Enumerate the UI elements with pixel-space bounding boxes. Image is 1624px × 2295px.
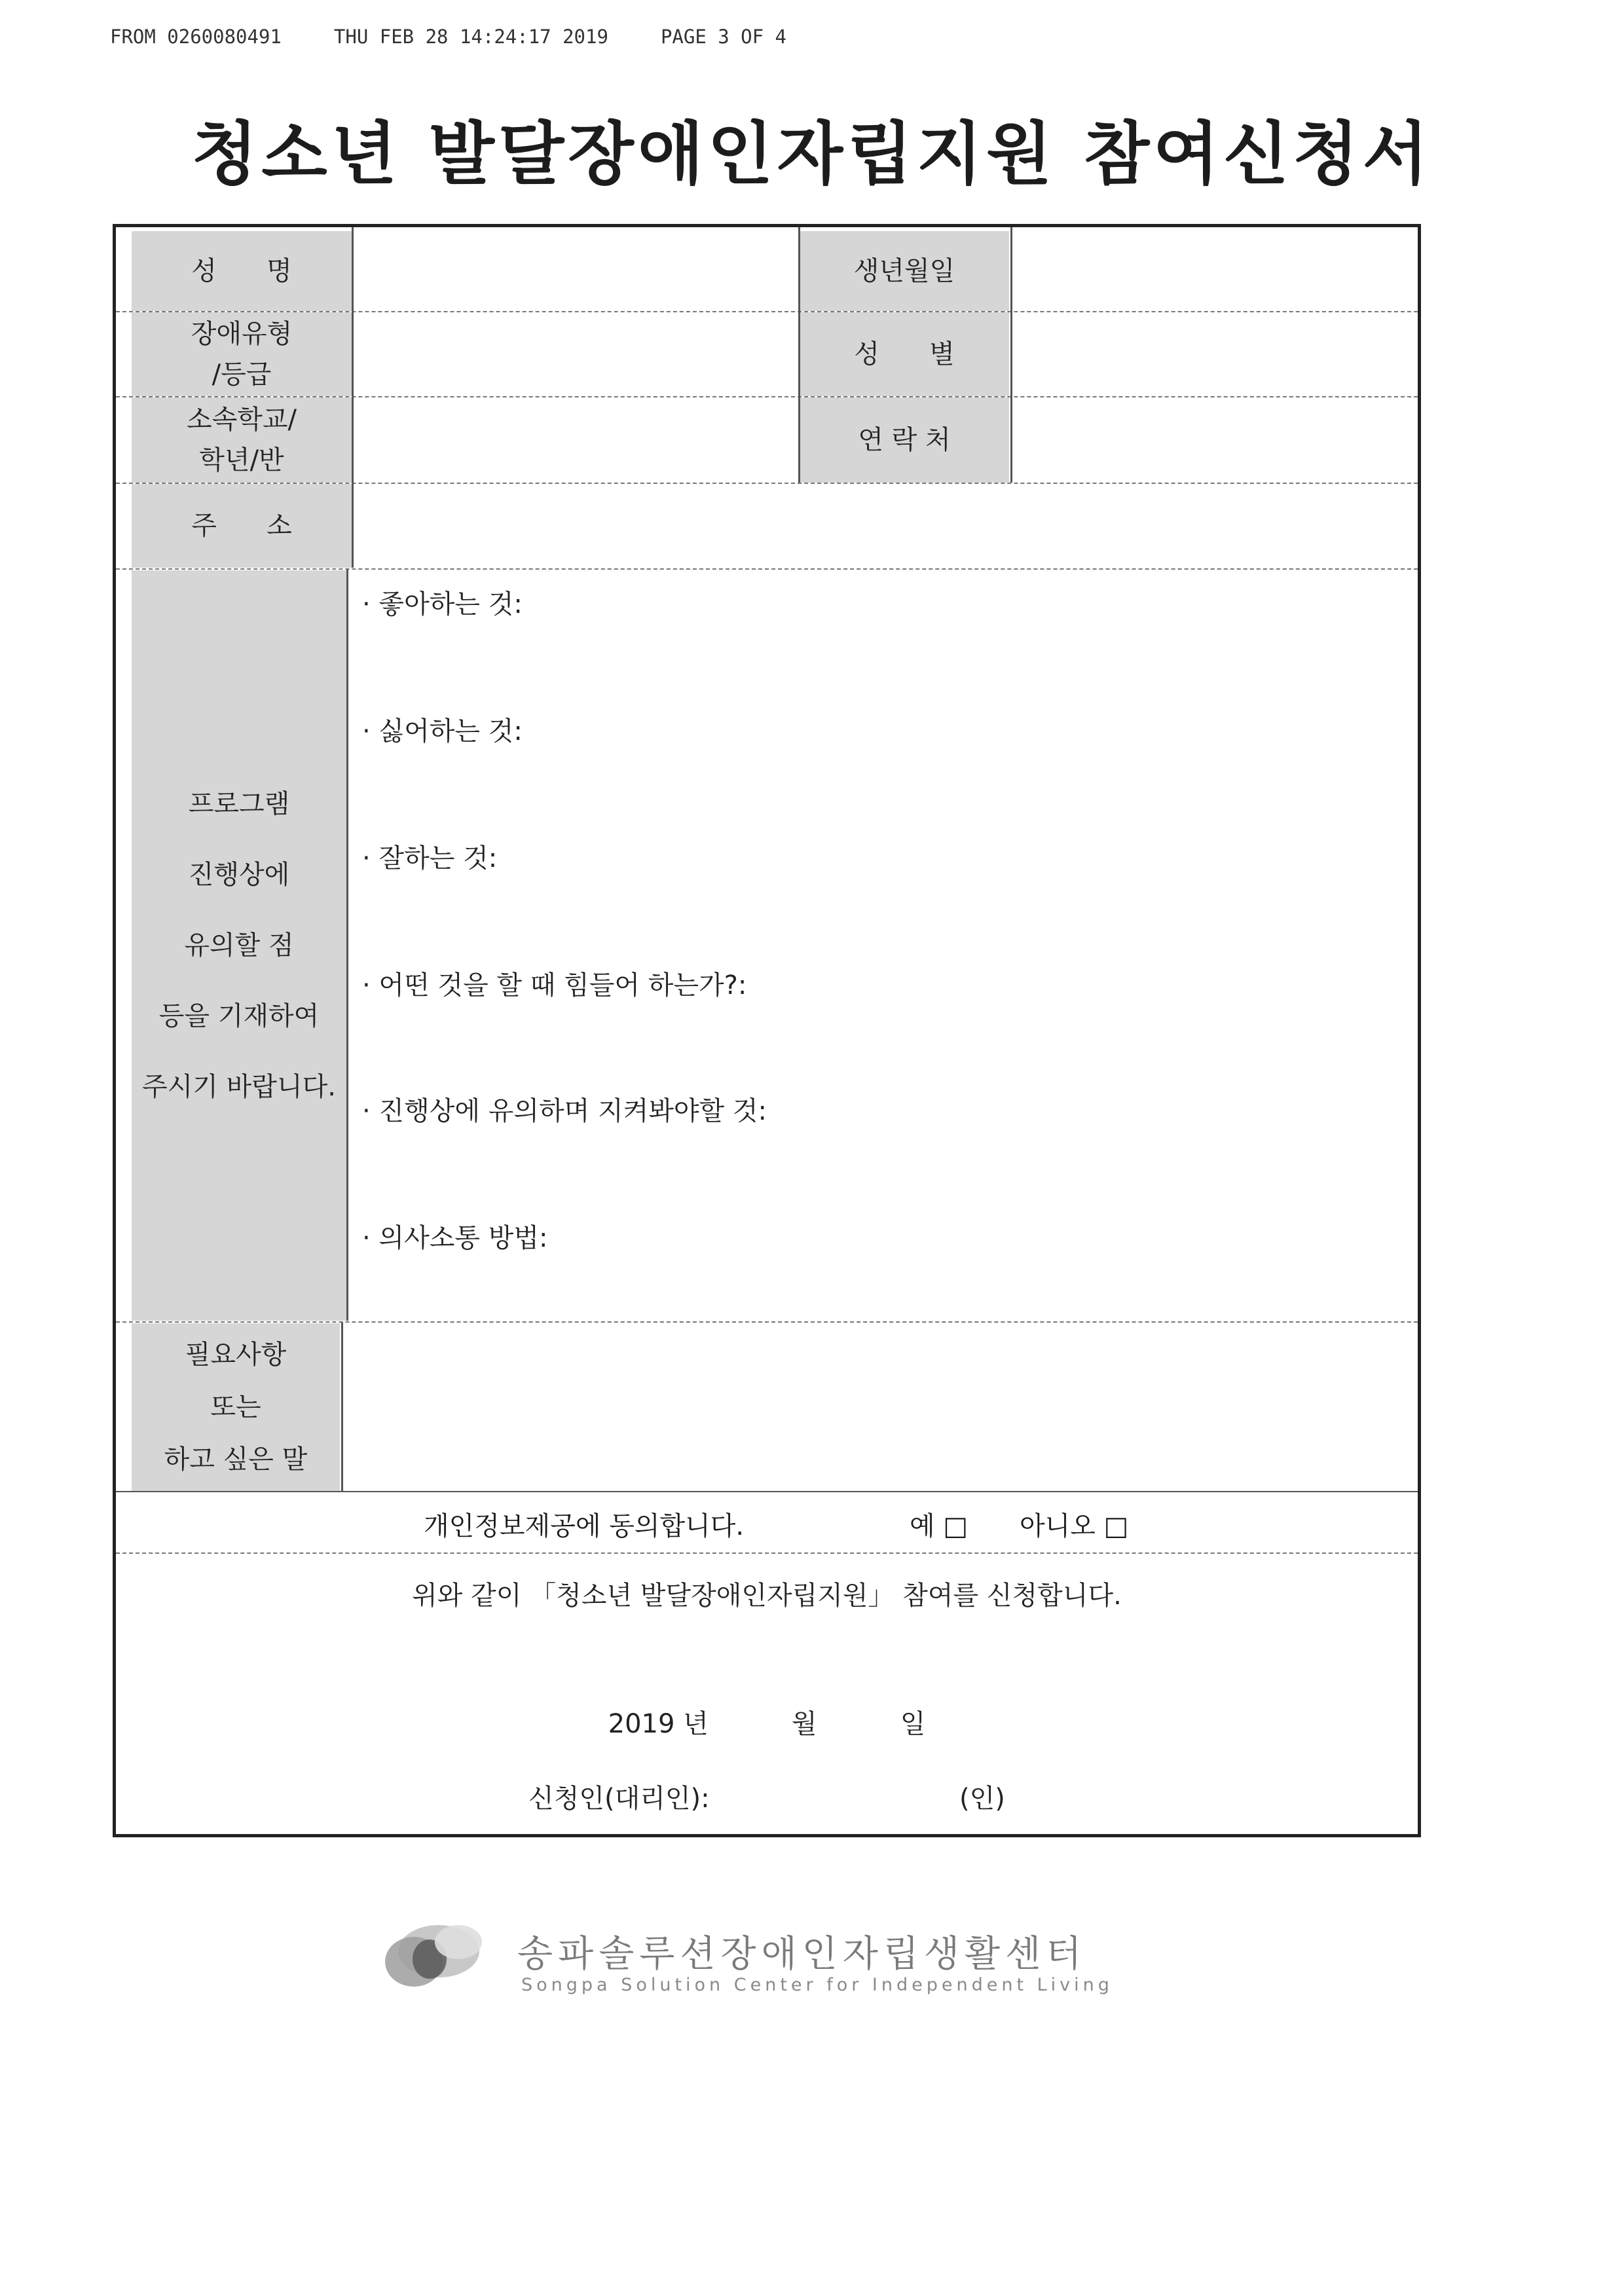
contact-field[interactable]	[1012, 397, 1418, 483]
disability-label	[132, 312, 352, 396]
notes-field[interactable]	[348, 570, 1418, 1321]
notes-label-line: 등을 기재하여	[158, 1001, 320, 1031]
application-form	[113, 224, 1421, 1837]
requests-label-line: 필요사항	[185, 1340, 287, 1370]
school-label-line1: 소속학교/	[186, 405, 297, 435]
notes-item-observe: · 진행상에 유의하며 지켜봐야할 것:	[362, 1096, 767, 1126]
col-divider	[341, 1322, 343, 1491]
notes-label-line: 주시기 바랍니다.	[142, 1072, 336, 1102]
gender-label-text: 성 별	[854, 339, 955, 369]
address-label	[132, 484, 352, 568]
school-field[interactable]	[353, 397, 772, 483]
row-divider	[116, 483, 1418, 484]
birth-label-text: 생년월일	[853, 256, 955, 286]
requests-field[interactable]	[342, 1323, 1418, 1491]
consent-yes-checkbox[interactable]: 예 □	[910, 1511, 969, 1541]
name-field[interactable]	[353, 231, 772, 311]
requests-label	[132, 1323, 340, 1491]
disability-field[interactable]	[353, 312, 772, 396]
notes-label-line: 진행상에	[188, 860, 290, 890]
disability-label-line1: 장애유형	[191, 319, 293, 349]
name-label	[132, 231, 352, 311]
row-divider	[116, 396, 1418, 397]
logo-korean-name: 송파솔루션장애인자립생활센터	[517, 1933, 1087, 1975]
col-divider	[346, 569, 348, 1321]
center-logo	[367, 1905, 1153, 2010]
consent-row	[116, 1492, 1418, 1551]
contact-label-text: 연 락 처	[858, 425, 951, 455]
applicant-line: 신청인(대리인): (인)	[528, 1784, 1005, 1814]
notes-item-communication: · 의사소통 방법:	[362, 1223, 548, 1253]
disability-label-line2: /등급	[212, 359, 272, 390]
notes-label-line: 프로그램	[188, 789, 290, 819]
birth-label	[800, 231, 1009, 311]
logo-english-name: Songpa Solution Center for Independent Living	[521, 1975, 1113, 1995]
address-field[interactable]	[353, 484, 1418, 568]
declaration-text: 위와 같이 「청소년 발달장애인자립지원」 참여를 신청합니다.	[412, 1581, 1122, 1611]
school-label	[132, 397, 352, 483]
logo-mark-icon	[367, 1905, 498, 2004]
notes-item-strengths: · 잘하는 것:	[362, 843, 498, 873]
col-divider	[1010, 227, 1012, 483]
gender-label	[800, 312, 1009, 396]
notes-item-difficulties: · 어떤 것을 할 때 힘들어 하는가?:	[362, 970, 747, 1001]
date-line: 2019 년 월 일	[608, 1709, 926, 1739]
notes-item-likes: · 좋아하는 것:	[362, 589, 523, 619]
consent-no-checkbox[interactable]: 아니오 □	[1020, 1511, 1129, 1541]
row-divider	[116, 311, 1418, 312]
notes-label-line: 유의할 점	[184, 930, 294, 961]
row-divider	[116, 568, 1418, 570]
requests-label-line: 하고 싶은 말	[164, 1444, 308, 1475]
col-divider	[798, 227, 800, 483]
form-title: 청소년 발달장애인자립지원 참여신청서	[191, 114, 1433, 194]
fax-header	[110, 21, 1027, 52]
row-divider	[116, 1491, 1418, 1492]
notes-label	[132, 570, 346, 1321]
name-label-text: 성 명	[191, 256, 292, 286]
row-divider	[116, 1321, 1418, 1323]
row-divider	[116, 1552, 1418, 1554]
notes-item-dislikes: · 싫어하는 것:	[362, 716, 523, 746]
school-label-line2: 학년/반	[199, 445, 284, 475]
birth-field[interactable]	[1012, 231, 1418, 311]
consent-text: 개인정보제공에 동의합니다.	[424, 1511, 745, 1541]
requests-label-line: 또는	[210, 1392, 261, 1422]
address-label-text: 주 소	[191, 511, 292, 541]
fax-from: FROM 0260080491	[110, 26, 282, 48]
col-divider	[352, 227, 354, 568]
fax-datetime: THU FEB 28 14:24:17 2019	[333, 26, 608, 48]
fax-page: PAGE 3 OF 4	[660, 26, 786, 48]
gender-field[interactable]	[1012, 312, 1418, 396]
contact-label	[800, 397, 1009, 483]
